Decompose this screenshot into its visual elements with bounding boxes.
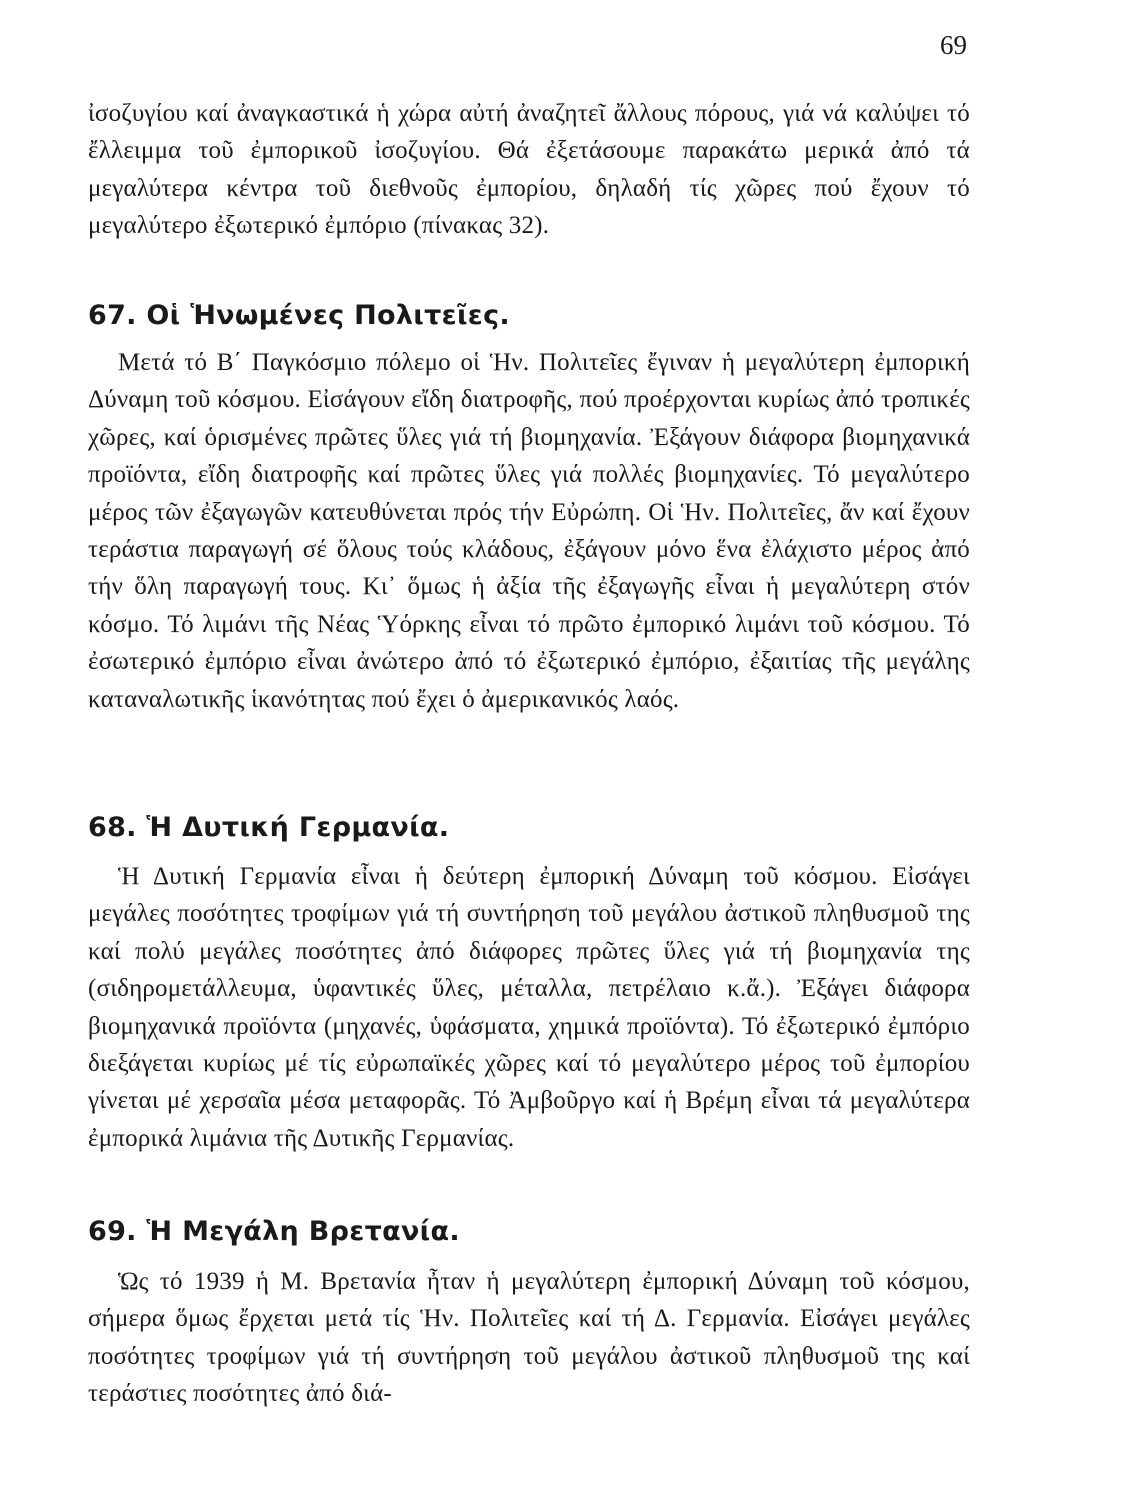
- section-heading-69: 69. Ἡ Μεγάλη Βρετανία.: [88, 1216, 460, 1247]
- section-body-67: Μετά τό Β΄ Παγκόσμιο πόλεμο οἱ Ἡν. Πολιτεῖες ἔγιναν ἡ μεγαλύτερη ἐμπορική Δύναμη τοῦ κόσμου. Εἰσάγουν εἴδη διατροφῆς, πού προέρχονται κυρίως ἀπό τροπικές χῶρες, καί ὁρισμένες πρῶτες ὕλες γιά τή βιομηχανία. Ἐξάγουν διάφορα βιομηχανικά προϊόντα, εἴδη διατροφῆς καί πρῶτες ὕλες γιά πολλές βιομηχανίες. Τό μεγαλύτερο μέρος τῶν ἐξαγωγῶν κατευθύνεται πρός τήν Εὐρώπη. Οἱ Ἡν. Πολιτεῖες, ἄν καί ἔχουν τεράστια παραγωγή σέ ὅλους τούς κλάδους, ἐξάγουν μόνο ἕνα ἐλάχιστο μέρος ἀπό τήν ὅλη παραγωγή τους. Κι᾽ ὅμως ἡ ἀξία τῆς ἐξαγωγῆς εἶναι ἡ μεγαλύτερη στόν κόσμο. Τό λιμάνι τῆς Νέας Ὑόρκης εἶναι τό πρῶτο ἐμπορικό λιμάνι τοῦ κόσμου. Τό ἐσωτερικό ἐμπόριο εἶναι ἀνώτερο ἀπό τό ἐξωτερικό ἐμπόριο, ἐξαιτίας τῆς μεγάλης καταναλωτικῆς ἱκανότητας πού ἔχει ὁ ἀμερικανικός λαός.: [88, 349, 970, 713]
- section-body-69: Ὡς τό 1939 ἡ Μ. Βρετανία ἦταν ἡ μεγαλύτερη ἐμπορική Δύναμη τοῦ κόσμου, σήμερα ὅμως ἔρχεται μετά τίς Ἡν. Πολιτεῖες καί τή Δ. Γερμανία. Εἰσάγει μεγάλες ποσότητες τροφίμων γιά τή συντήρηση τοῦ μεγάλου ἀστικοῦ πληθυσμοῦ της καί τεράστιες ποσότητες ἀπό διά-: [88, 1268, 970, 1408]
- page-number: 69: [940, 30, 967, 60]
- section-heading-68: 68. Ἡ Δυτική Γερμανία.: [88, 812, 450, 843]
- section-body-68: Ἡ Δυτική Γερμανία εἶναι ἡ δεύτερη ἐμπορική Δύναμη τοῦ κόσμου. Εἰσάγει μεγάλες ποσότητες τροφίμων γιά τή συντήρηση τοῦ μεγάλου ἀστικοῦ πληθυσμοῦ της καί πολύ μεγάλες ποσότητες ἀπό διάφορες πρῶτες ὕλες γιά τή βιομηχανία της (σιδηρομετάλλευμα, ὑφαντικές ὕλες, μέταλλα, πετρέλαιο κ.ἄ.). Ἐξάγει διάφορα βιομηχανικά προϊόντα (μηχανές, ὑφάσματα, χημικά προϊόντα). Τό ἐξωτερικό ἐμπόριο διεξάγεται κυρίως μέ τίς εὐρωπαϊκές χῶρες καί τό μεγαλύτερο μέρος τοῦ ἐμπορίου γίνεται μέ χερσαῖα μέσα μεταφορᾶς. Τό Ἀμβοῦργο καί ἡ Βρέμη εἶναι τά μεγαλύτερα ἐμπορικά λιμάνια τῆς Δυτικῆς Γερμανίας.: [88, 863, 970, 1152]
- section-heading-67: 67. Οἱ Ἡνωμένες Πολιτεῖες.: [88, 300, 510, 331]
- intro-paragraph: ἰσοζυγίου καί ἀναγκαστικά ἡ χώρα αὐτή ἀναζητεῖ ἄλλους πόρους, γιά νά καλύψει τό ἔλλειμμα τοῦ ἐμπορικοῦ ἰσοζυγίου. Θά ἐξετάσουμε παρακάτω μερικά ἀπό τά μεγαλύτερα κέντρα τοῦ διεθνοῦς ἐμπορίου, δηλαδή τίς χῶρες πού ἔχουν τό μεγαλύτερο ἐξωτερικό ἐμπόριο (πίνακας 32).: [88, 100, 970, 240]
